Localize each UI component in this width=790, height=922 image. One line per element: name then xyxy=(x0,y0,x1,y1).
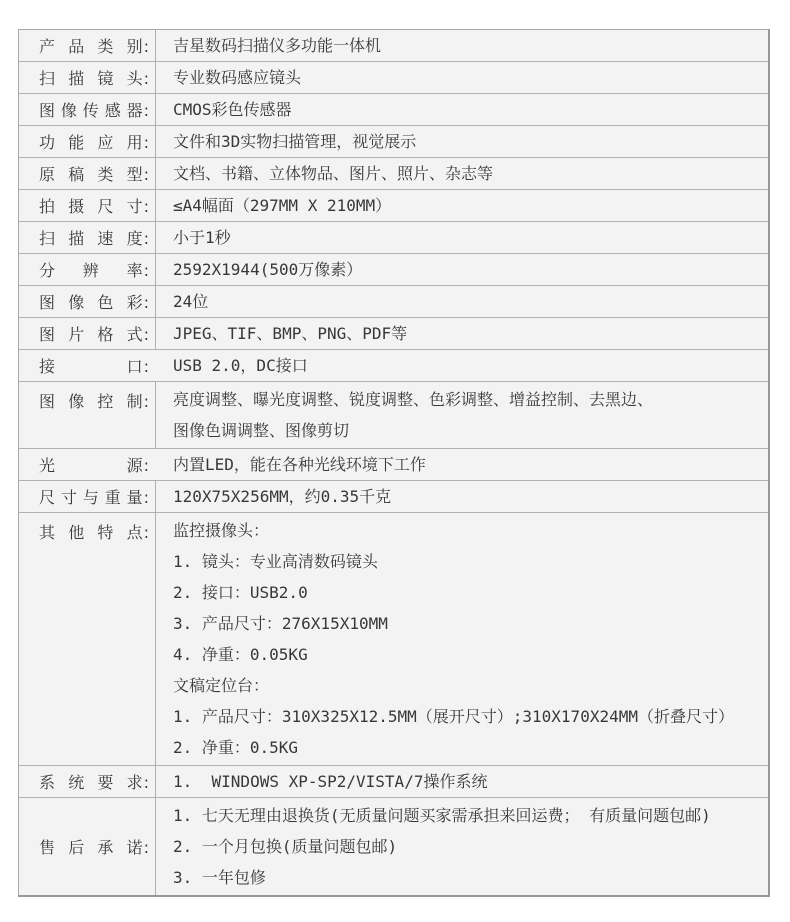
spec-row xyxy=(19,93,768,125)
spec-label xyxy=(39,354,149,377)
spec-label xyxy=(39,98,149,121)
spec-value-line: 1. WINDOWS XP-SP2/VISTA/7操作系统 xyxy=(173,772,488,791)
spec-row xyxy=(19,765,768,797)
spec-label-text: 尺寸与重量 xyxy=(39,488,143,507)
spec-value-line: 120X75X256MM，约0.35千克 xyxy=(173,487,392,506)
spec-value-line: 亮度调整、曝光度调整、锐度调整、色彩调整、增益控制、去黑边、 xyxy=(173,390,654,409)
spec-value-cell xyxy=(156,62,768,93)
spec-label-cell xyxy=(19,286,156,317)
spec-label xyxy=(39,34,149,57)
spec-label-cell xyxy=(19,126,156,157)
spec-label-cell xyxy=(19,190,156,221)
spec-label-cell xyxy=(19,481,156,512)
spec-label-text: 功能应用 xyxy=(39,133,143,152)
spec-value-line: 1. 产品尺寸：310X325X12.5MM（展开尺寸）;310X170X24MM（折叠尺寸） xyxy=(173,707,734,726)
spec-label-text: 扫描镜头 xyxy=(39,69,143,88)
spec-row xyxy=(19,221,768,253)
spec-value-line: 3. 一年包修 xyxy=(173,868,266,887)
spec-label-text: 系统要求 xyxy=(39,773,143,792)
spec-label xyxy=(39,194,149,217)
spec-value-line: ≤A4幅面（297MM X 210MM） xyxy=(173,196,392,215)
spec-label-colon: : xyxy=(143,261,149,280)
spec-label xyxy=(39,835,149,858)
spec-value-line: 3. 产品尺寸：276X15X10MM xyxy=(173,614,388,633)
spec-label-cell xyxy=(19,62,156,93)
spec-value-cell xyxy=(156,190,768,221)
spec-value-line: JPEG、TIF、BMP、PNG、PDF等 xyxy=(173,324,408,343)
spec-label xyxy=(39,290,149,313)
spec-value-cell xyxy=(156,94,768,125)
spec-label-text: 其他特点 xyxy=(39,523,143,542)
spec-value-line: 图像色调调整、图像剪切 xyxy=(173,421,350,440)
spec-label-colon: : xyxy=(143,229,149,248)
spec-label xyxy=(39,770,149,793)
spec-label-colon: : xyxy=(143,197,149,216)
spec-value-cell xyxy=(156,766,768,797)
spec-label-cell xyxy=(19,318,156,349)
spec-label-colon: : xyxy=(143,838,149,857)
spec-value-line: 1. 镜头：专业高清数码镜头 xyxy=(173,552,378,571)
spec-row xyxy=(19,512,768,765)
spec-label-colon: : xyxy=(143,165,149,184)
spec-value-line: 2592X1944(500万像素） xyxy=(173,260,363,279)
spec-label-cell xyxy=(19,94,156,125)
spec-row xyxy=(19,61,768,93)
spec-value-line: 监控摄像头： xyxy=(173,521,270,540)
spec-row xyxy=(19,448,768,480)
spec-label-cell xyxy=(19,449,156,480)
spec-label xyxy=(39,130,149,153)
spec-value-line: 2. 净重：0.5KG xyxy=(173,738,299,757)
spec-label-cell xyxy=(19,766,156,797)
spec-label xyxy=(39,322,149,345)
spec-value-cell xyxy=(156,513,768,765)
spec-row xyxy=(19,157,768,189)
spec-label-text: 售后承诺 xyxy=(39,838,143,857)
spec-value-line: 内置LED，能在各种光线环境下工作 xyxy=(173,455,426,474)
spec-row xyxy=(19,349,768,381)
spec-label-text: 图像色彩 xyxy=(39,293,143,312)
spec-label-text: 扫描速度 xyxy=(39,229,143,248)
spec-label xyxy=(39,520,149,543)
spec-label-text: 图片格式 xyxy=(39,325,143,344)
spec-label-colon: : xyxy=(143,773,149,792)
spec-value-line: 24位 xyxy=(173,292,209,311)
spec-row xyxy=(19,381,768,448)
spec-label-colon: : xyxy=(143,488,149,507)
spec-value-line: 4. 净重：0.05KG xyxy=(173,645,308,664)
spec-value-cell xyxy=(156,449,768,480)
spec-row xyxy=(19,30,768,61)
spec-value-cell xyxy=(156,222,768,253)
spec-label-text: 接口 xyxy=(39,357,143,376)
spec-value-line: 文件和3D实物扫描管理，视觉展示 xyxy=(173,132,417,151)
spec-value-line: 2. 接口：USB2.0 xyxy=(173,583,308,602)
spec-label-text: 图像传感器 xyxy=(39,101,143,120)
spec-value-cell xyxy=(156,158,768,189)
spec-label xyxy=(39,258,149,281)
spec-label-colon: : xyxy=(143,523,149,542)
spec-label-text: 产品类别 xyxy=(39,37,143,56)
spec-table xyxy=(18,29,770,897)
spec-row xyxy=(19,480,768,512)
spec-row xyxy=(19,317,768,349)
spec-label xyxy=(39,453,149,476)
spec-label-cell xyxy=(19,158,156,189)
spec-value-line: USB 2.0，DC接口 xyxy=(173,356,308,375)
spec-value-cell xyxy=(156,254,768,285)
spec-row xyxy=(19,285,768,317)
spec-value-line: 吉星数码扫描仪多功能一体机 xyxy=(173,36,382,55)
spec-row xyxy=(19,125,768,157)
spec-label-cell xyxy=(19,222,156,253)
spec-label-text: 拍摄尺寸 xyxy=(39,197,143,216)
spec-value-cell xyxy=(156,481,768,512)
spec-label xyxy=(39,66,149,89)
spec-label xyxy=(39,226,149,249)
spec-label-cell xyxy=(19,350,156,381)
spec-value-line: 1. 七天无理由退换货(无质量问题买家需承担来回运费； 有质量问题包邮) xyxy=(173,806,711,825)
spec-label-colon: : xyxy=(143,456,149,475)
spec-label-colon: : xyxy=(143,293,149,312)
spec-label-cell xyxy=(19,513,156,765)
spec-value-line: 文档、书籍、立体物品、图片、照片、杂志等 xyxy=(173,164,494,183)
spec-label-colon: : xyxy=(143,101,149,120)
spec-label-colon: : xyxy=(143,392,149,411)
spec-label-cell xyxy=(19,254,156,285)
spec-value-line: 2. 一个月包换(质量问题包邮) xyxy=(173,837,398,856)
spec-value-line: CMOS彩色传感器 xyxy=(173,100,292,119)
spec-row xyxy=(19,253,768,285)
spec-label xyxy=(39,389,149,412)
spec-value-cell xyxy=(156,798,768,895)
spec-value-line: 文稿定位台： xyxy=(173,676,270,695)
spec-value-cell xyxy=(156,286,768,317)
spec-label-colon: : xyxy=(143,133,149,152)
spec-label-text: 光源 xyxy=(39,456,143,475)
spec-label-cell xyxy=(19,382,156,448)
spec-value-cell xyxy=(156,350,768,381)
spec-label-colon: : xyxy=(143,325,149,344)
spec-label-colon: : xyxy=(143,69,149,88)
spec-value-cell xyxy=(156,382,768,448)
spec-label xyxy=(39,162,149,185)
spec-value-cell xyxy=(156,30,768,61)
spec-row xyxy=(19,797,768,895)
spec-label xyxy=(39,485,149,508)
spec-value-cell xyxy=(156,318,768,349)
spec-label-colon: : xyxy=(143,357,149,376)
spec-label-text: 图像控制 xyxy=(39,392,143,411)
spec-label-colon: : xyxy=(143,37,149,56)
spec-label-text: 原稿类型 xyxy=(39,165,143,184)
spec-value-line: 专业数码感应镜头 xyxy=(173,68,302,87)
spec-label-text: 分辨率 xyxy=(39,261,143,280)
spec-label-cell xyxy=(19,30,156,61)
spec-value-cell xyxy=(156,126,768,157)
spec-label-cell xyxy=(19,798,156,895)
spec-row xyxy=(19,189,768,221)
spec-value-line: 小于1秒 xyxy=(173,228,231,247)
